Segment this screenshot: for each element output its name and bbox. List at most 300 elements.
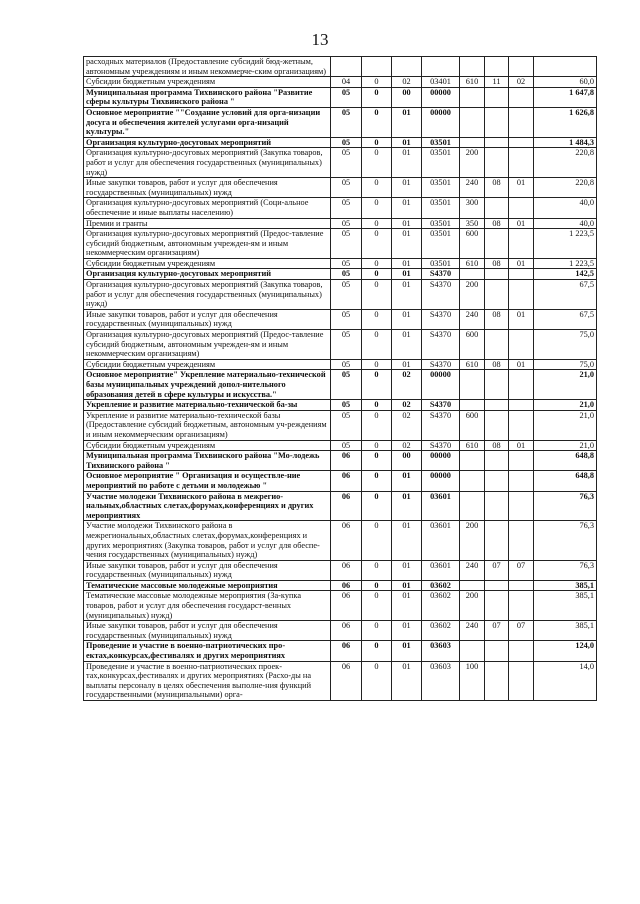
cell-code-5 — [460, 137, 485, 148]
cell-code-3: 00 — [392, 451, 422, 471]
table-row — [84, 178, 597, 198]
cell-code-4: 03501 — [422, 258, 460, 269]
table-row — [84, 309, 597, 329]
cell-code-5: 600 — [460, 410, 485, 440]
cell-code-6: 08 — [485, 178, 509, 198]
cell-code-3: 01 — [392, 359, 422, 370]
cell-code-4: 03501 — [422, 137, 460, 148]
cell-code-7 — [509, 410, 534, 440]
cell-code-2: 0 — [362, 560, 392, 580]
table-row — [84, 107, 597, 137]
cell-code-4: 00000 — [422, 451, 460, 471]
cell-code-2: 0 — [362, 451, 392, 471]
table-row — [84, 591, 597, 621]
cell-amount: 385,1 — [534, 591, 597, 621]
cell-code-1: 06 — [331, 560, 362, 580]
cell-code-5 — [460, 491, 485, 521]
table-row — [84, 400, 597, 411]
cell-amount: 648,8 — [534, 451, 597, 471]
cell-code-3: 01 — [392, 580, 422, 591]
cell-code-3: 01 — [392, 491, 422, 521]
cell-code-6 — [485, 137, 509, 148]
cell-code-7: 07 — [509, 621, 534, 641]
cell-code-1: 05 — [331, 440, 362, 451]
table-row — [84, 580, 597, 591]
cell-code-7: 01 — [509, 440, 534, 451]
cell-code-4: S4370 — [422, 440, 460, 451]
cell-code-3: 02 — [392, 440, 422, 451]
table-row — [84, 521, 597, 560]
cell-code-7: 01 — [509, 258, 534, 269]
cell-code-1: 05 — [331, 107, 362, 137]
cell-code-7 — [509, 491, 534, 521]
table-row — [84, 440, 597, 451]
cell-code-6 — [485, 370, 509, 400]
cell-code-2: 0 — [362, 359, 392, 370]
cell-code-4: S4370 — [422, 330, 460, 360]
cell-code-1: 05 — [331, 87, 362, 107]
cell-name: Организация культурно-досуговых мероприятий (Закупка товаров, работ и услуг для обеспечения государственных (муниципальных) нужд) — [84, 148, 331, 178]
cell-code-7 — [509, 280, 534, 310]
cell-amount: 21,0 — [534, 370, 597, 400]
cell-code-4: 03602 — [422, 580, 460, 591]
cell-name: Иные закупки товаров, работ и услуг для обеспечения государственных (муниципальных) нужд — [84, 560, 331, 580]
cell-name: Организация культурно-досуговых мероприятий (Предос-тавление субсидий бюджетным, автономным учрежден-ям и иным некоммерческим организациям) — [84, 330, 331, 360]
cell-code-3: 01 — [392, 229, 422, 259]
cell-code-3 — [392, 57, 422, 77]
cell-code-6 — [485, 148, 509, 178]
cell-name: Организация культурно-досуговых мероприятий — [84, 269, 331, 280]
cell-code-1: 06 — [331, 451, 362, 471]
cell-name: Организация культурно-досуговых мероприятий (Соци-альное обеспечение и иные выплаты населению) — [84, 198, 331, 218]
cell-code-6 — [485, 229, 509, 259]
cell-amount: 220,8 — [534, 178, 597, 198]
cell-code-7 — [509, 330, 534, 360]
cell-name: Иные закупки товаров, работ и услуг для обеспечения государственных (муниципальных) нужд — [84, 621, 331, 641]
cell-code-7: 02 — [509, 77, 534, 88]
cell-amount — [534, 57, 597, 77]
cell-code-3: 01 — [392, 309, 422, 329]
cell-code-2: 0 — [362, 471, 392, 491]
cell-code-6 — [485, 591, 509, 621]
cell-code-7 — [509, 641, 534, 661]
cell-name: Тематические массовые молодежные мероприятия — [84, 580, 331, 591]
cell-code-3: 01 — [392, 137, 422, 148]
cell-code-5: 350 — [460, 218, 485, 229]
cell-code-3: 02 — [392, 410, 422, 440]
cell-code-2 — [362, 57, 392, 77]
cell-code-4: 03401 — [422, 77, 460, 88]
cell-code-1: 05 — [331, 218, 362, 229]
table-row — [84, 269, 597, 280]
table-row — [84, 229, 597, 259]
cell-code-7 — [509, 107, 534, 137]
cell-code-4: 00000 — [422, 87, 460, 107]
cell-amount: 14,0 — [534, 661, 597, 700]
cell-code-5: 200 — [460, 148, 485, 178]
cell-code-1: 05 — [331, 400, 362, 411]
cell-amount: 21,0 — [534, 410, 597, 440]
cell-code-3: 01 — [392, 198, 422, 218]
cell-code-5: 200 — [460, 280, 485, 310]
budget-table — [83, 56, 597, 701]
cell-code-4: 03501 — [422, 148, 460, 178]
cell-code-2: 0 — [362, 580, 392, 591]
cell-code-4: 03501 — [422, 229, 460, 259]
cell-name: Муниципальная программа Тихвинского района "Мо-лодежь Тихвинского района " — [84, 451, 331, 471]
cell-code-5 — [460, 370, 485, 400]
cell-code-5 — [460, 87, 485, 107]
cell-code-1: 04 — [331, 77, 362, 88]
cell-amount: 21,0 — [534, 440, 597, 451]
cell-code-1: 05 — [331, 410, 362, 440]
cell-code-6 — [485, 521, 509, 560]
cell-code-6: 08 — [485, 309, 509, 329]
cell-name: Участие молодежи Тихвинского района в межрегио-нальных,областных слетах,форумах,конференциях и других мероприятиях — [84, 491, 331, 521]
cell-code-1: 06 — [331, 491, 362, 521]
cell-code-7 — [509, 57, 534, 77]
cell-code-7: 01 — [509, 218, 534, 229]
cell-code-1: 05 — [331, 280, 362, 310]
cell-code-3: 01 — [392, 591, 422, 621]
cell-code-6: 08 — [485, 218, 509, 229]
cell-code-6 — [485, 580, 509, 591]
cell-code-5: 600 — [460, 229, 485, 259]
cell-name: Премии и гранты — [84, 218, 331, 229]
cell-code-5: 240 — [460, 309, 485, 329]
cell-code-2: 0 — [362, 107, 392, 137]
cell-code-7 — [509, 661, 534, 700]
cell-code-7 — [509, 269, 534, 280]
cell-code-4: S4370 — [422, 280, 460, 310]
cell-amount: 75,0 — [534, 330, 597, 360]
cell-code-7 — [509, 370, 534, 400]
cell-amount: 1 626,8 — [534, 107, 597, 137]
cell-code-1: 05 — [331, 309, 362, 329]
cell-code-6 — [485, 280, 509, 310]
page-number: 13 — [311, 30, 329, 49]
cell-amount: 1 223,5 — [534, 229, 597, 259]
cell-code-5 — [460, 400, 485, 411]
table-row — [84, 87, 597, 107]
cell-code-1: 05 — [331, 198, 362, 218]
cell-name: Иные закупки товаров, работ и услуг для обеспечения государственных (муниципальных) нужд — [84, 309, 331, 329]
cell-code-3: 01 — [392, 148, 422, 178]
cell-code-1: 06 — [331, 621, 362, 641]
cell-code-6: 08 — [485, 359, 509, 370]
cell-name: Укрепление и развитие материально-технической базы (Предоставление субсидий бюджетным, автономным уч-реждениям и иным некоммерческим организациям) — [84, 410, 331, 440]
cell-code-4: 00000 — [422, 471, 460, 491]
cell-name: Субсидии бюджетным учреждениям — [84, 258, 331, 269]
cell-code-4: 03501 — [422, 198, 460, 218]
cell-code-3: 01 — [392, 330, 422, 360]
table-row — [84, 198, 597, 218]
cell-code-5 — [460, 451, 485, 471]
cell-code-1: 06 — [331, 661, 362, 700]
table-row — [84, 451, 597, 471]
cell-name: Организация культурно-досуговых мероприятий — [84, 137, 331, 148]
cell-code-1: 05 — [331, 137, 362, 148]
cell-code-7: 01 — [509, 359, 534, 370]
table-row — [84, 137, 597, 148]
cell-code-4: 03601 — [422, 560, 460, 580]
cell-amount: 40,0 — [534, 198, 597, 218]
cell-amount: 220,8 — [534, 148, 597, 178]
cell-code-2: 0 — [362, 280, 392, 310]
table-row — [84, 491, 597, 521]
table-row — [84, 77, 597, 88]
cell-code-3: 01 — [392, 280, 422, 310]
cell-code-7 — [509, 400, 534, 411]
cell-code-6 — [485, 661, 509, 700]
cell-name: расходных материалов (Предоставление субсидий бюд-жетным, автономным учреждениям и иным некоммерче-ским организациям) — [84, 57, 331, 77]
cell-code-7 — [509, 471, 534, 491]
cell-code-6 — [485, 400, 509, 411]
cell-code-4: S4370 — [422, 410, 460, 440]
cell-code-3: 01 — [392, 521, 422, 560]
cell-code-5: 240 — [460, 621, 485, 641]
cell-code-7 — [509, 87, 534, 107]
cell-code-2: 0 — [362, 198, 392, 218]
cell-code-3: 01 — [392, 641, 422, 661]
cell-code-2: 0 — [362, 370, 392, 400]
cell-code-6: 08 — [485, 258, 509, 269]
cell-amount: 385,1 — [534, 580, 597, 591]
cell-code-1: 05 — [331, 178, 362, 198]
cell-code-1: 05 — [331, 258, 362, 269]
cell-code-5 — [460, 107, 485, 137]
cell-code-3: 01 — [392, 258, 422, 269]
cell-code-1: 05 — [331, 229, 362, 259]
cell-code-5: 200 — [460, 591, 485, 621]
cell-name: Основное мероприятие ""Создание условий для орга-низации досуга и обеспечения жителей услугами орга-низаций культуры." — [84, 107, 331, 137]
cell-name: Муниципальная программа Тихвинского района "Развитие сферы культуры Тихвинского района " — [84, 87, 331, 107]
cell-code-5: 610 — [460, 440, 485, 451]
cell-code-2: 0 — [362, 137, 392, 148]
cell-code-5: 300 — [460, 198, 485, 218]
cell-amount: 76,3 — [534, 491, 597, 521]
cell-code-1: 06 — [331, 521, 362, 560]
table-row — [84, 560, 597, 580]
cell-code-1: 05 — [331, 330, 362, 360]
cell-code-2: 0 — [362, 400, 392, 411]
cell-amount: 76,3 — [534, 560, 597, 580]
table-row — [84, 258, 597, 269]
cell-code-6: 07 — [485, 621, 509, 641]
cell-code-3: 01 — [392, 269, 422, 280]
cell-code-1: 05 — [331, 370, 362, 400]
cell-name: Участие молодежи Тихвинского района в межрегиональных,областных слетах,форумах,конференциях и других мероприятиях (Закупка товаров, работ и услуг для обеспе-чения государственных (муниципальных) нужд) — [84, 521, 331, 560]
cell-code-2: 0 — [362, 309, 392, 329]
cell-amount: 60,0 — [534, 77, 597, 88]
cell-code-1: 06 — [331, 641, 362, 661]
cell-code-6 — [485, 330, 509, 360]
cell-code-3: 02 — [392, 400, 422, 411]
cell-code-6: 07 — [485, 560, 509, 580]
cell-code-1 — [331, 57, 362, 77]
cell-code-7 — [509, 137, 534, 148]
cell-code-4: 03501 — [422, 218, 460, 229]
cell-code-4: 03602 — [422, 621, 460, 641]
cell-code-6 — [485, 269, 509, 280]
cell-code-2: 0 — [362, 178, 392, 198]
cell-code-3: 01 — [392, 178, 422, 198]
cell-code-3: 02 — [392, 370, 422, 400]
cell-code-2: 0 — [362, 87, 392, 107]
cell-code-2: 0 — [362, 148, 392, 178]
cell-code-6: 08 — [485, 440, 509, 451]
cell-name: Тематические массовые молодежные мероприятия (За-купка товаров, работ и услуг для обеспечения государст-венных (муниципальных) нужд) — [84, 591, 331, 621]
cell-amount: 648,8 — [534, 471, 597, 491]
cell-code-2: 0 — [362, 77, 392, 88]
cell-code-6 — [485, 107, 509, 137]
table-row — [84, 641, 597, 661]
cell-code-3: 01 — [392, 107, 422, 137]
cell-code-2: 0 — [362, 521, 392, 560]
cell-code-4: 00000 — [422, 107, 460, 137]
cell-code-7 — [509, 229, 534, 259]
cell-code-5: 610 — [460, 258, 485, 269]
cell-code-1: 06 — [331, 471, 362, 491]
table-row — [84, 280, 597, 310]
cell-amount: 76,3 — [534, 521, 597, 560]
table-row — [84, 370, 597, 400]
cell-code-5: 240 — [460, 560, 485, 580]
table-row — [84, 621, 597, 641]
cell-name: Укрепление и развитие материально-технической ба-зы — [84, 400, 331, 411]
cell-name: Организация культурно-досуговых мероприятий (Закупка товаров, работ и услуг для обеспечения государственных (муниципальных) нужд) — [84, 280, 331, 310]
cell-name: Организация культурно-досуговых мероприятий (Предос-тавление субсидий бюджетным, автономным учрежден-ям и иным некоммерческим организациям) — [84, 229, 331, 259]
cell-code-4: 00000 — [422, 370, 460, 400]
cell-code-4: 03603 — [422, 661, 460, 700]
table-row — [84, 359, 597, 370]
cell-name: Проведение и участие в военно-патриотических проек-тах,конкурсах,фестивалях и других мероприятиях (Расхо-ды на выплаты персоналу в целях обеспечения выполне-ния функций государственными (муниципальными) орга- — [84, 661, 331, 700]
cell-code-7 — [509, 451, 534, 471]
cell-code-3: 01 — [392, 621, 422, 641]
cell-code-6 — [485, 491, 509, 521]
cell-code-2: 0 — [362, 410, 392, 440]
cell-code-7 — [509, 198, 534, 218]
cell-code-7 — [509, 521, 534, 560]
cell-amount: 67,5 — [534, 280, 597, 310]
cell-code-1: 06 — [331, 580, 362, 591]
cell-code-4: 03501 — [422, 178, 460, 198]
cell-amount: 1 484,3 — [534, 137, 597, 148]
cell-code-7 — [509, 148, 534, 178]
cell-code-6 — [485, 641, 509, 661]
cell-code-7 — [509, 580, 534, 591]
cell-amount: 385,1 — [534, 621, 597, 641]
cell-code-5: 610 — [460, 359, 485, 370]
cell-code-2: 0 — [362, 229, 392, 259]
cell-code-3: 01 — [392, 471, 422, 491]
cell-code-5 — [460, 269, 485, 280]
cell-code-1: 06 — [331, 591, 362, 621]
cell-name: Основное мероприятие " Организация и осуществле-ние мероприятий по работе с детьми и молодежью " — [84, 471, 331, 491]
cell-code-5: 100 — [460, 661, 485, 700]
cell-code-2: 0 — [362, 269, 392, 280]
table-row — [84, 218, 597, 229]
cell-code-2: 0 — [362, 641, 392, 661]
cell-code-4: S4370 — [422, 359, 460, 370]
cell-code-1: 05 — [331, 359, 362, 370]
table-row — [84, 57, 597, 77]
budget-table-body — [84, 57, 597, 701]
cell-code-6 — [485, 451, 509, 471]
table-row — [84, 148, 597, 178]
cell-code-2: 0 — [362, 440, 392, 451]
cell-code-1: 05 — [331, 148, 362, 178]
cell-code-5 — [460, 471, 485, 491]
cell-name: Субсидии бюджетным учреждениям — [84, 440, 331, 451]
cell-name: Субсидии бюджетным учреждениям — [84, 77, 331, 88]
cell-code-2: 0 — [362, 661, 392, 700]
cell-code-5: 600 — [460, 330, 485, 360]
cell-name: Проведение и участие в военно-патриотических про-ектах,конкурсах,фестивалях и других мероприятиях — [84, 641, 331, 661]
cell-code-7: 01 — [509, 178, 534, 198]
cell-code-5 — [460, 580, 485, 591]
cell-code-4: 03602 — [422, 591, 460, 621]
cell-code-4: 03603 — [422, 641, 460, 661]
cell-code-5 — [460, 641, 485, 661]
cell-amount: 1 647,8 — [534, 87, 597, 107]
cell-code-4: 03601 — [422, 521, 460, 560]
cell-code-7 — [509, 591, 534, 621]
cell-name: Иные закупки товаров, работ и услуг для обеспечения государственных (муниципальных) нужд — [84, 178, 331, 198]
table-row — [84, 471, 597, 491]
cell-code-7: 07 — [509, 560, 534, 580]
cell-code-6 — [485, 410, 509, 440]
cell-code-4 — [422, 57, 460, 77]
cell-amount: 142,5 — [534, 269, 597, 280]
table-row — [84, 410, 597, 440]
cell-amount: 75,0 — [534, 359, 597, 370]
cell-code-6 — [485, 87, 509, 107]
cell-code-4: S4370 — [422, 400, 460, 411]
cell-code-6 — [485, 198, 509, 218]
cell-code-7: 01 — [509, 309, 534, 329]
cell-code-3: 01 — [392, 218, 422, 229]
cell-code-5 — [460, 57, 485, 77]
cell-code-5: 610 — [460, 77, 485, 88]
cell-code-1: 05 — [331, 269, 362, 280]
cell-code-2: 0 — [362, 258, 392, 269]
cell-code-2: 0 — [362, 621, 392, 641]
cell-code-6: 11 — [485, 77, 509, 88]
cell-amount: 1 223,5 — [534, 258, 597, 269]
cell-amount: 21,0 — [534, 400, 597, 411]
cell-code-2: 0 — [362, 591, 392, 621]
cell-amount: 40,0 — [534, 218, 597, 229]
cell-code-2: 0 — [362, 491, 392, 521]
cell-code-3: 01 — [392, 661, 422, 700]
cell-name: Субсидии бюджетным учреждениям — [84, 359, 331, 370]
cell-code-4: S4370 — [422, 269, 460, 280]
cell-name: Основное мероприятие" Укрепление материально-технической базы муниципальных учреждений допол-нительного образования детей в сфере культуры и искусства." — [84, 370, 331, 400]
cell-code-2: 0 — [362, 330, 392, 360]
cell-amount: 124,0 — [534, 641, 597, 661]
cell-code-3: 01 — [392, 560, 422, 580]
cell-code-5: 240 — [460, 178, 485, 198]
table-row — [84, 330, 597, 360]
cell-code-2: 0 — [362, 218, 392, 229]
table-row — [84, 661, 597, 700]
cell-code-3: 02 — [392, 77, 422, 88]
cell-code-6 — [485, 471, 509, 491]
cell-code-4: 03601 — [422, 491, 460, 521]
cell-code-3: 00 — [392, 87, 422, 107]
cell-code-4: S4370 — [422, 309, 460, 329]
